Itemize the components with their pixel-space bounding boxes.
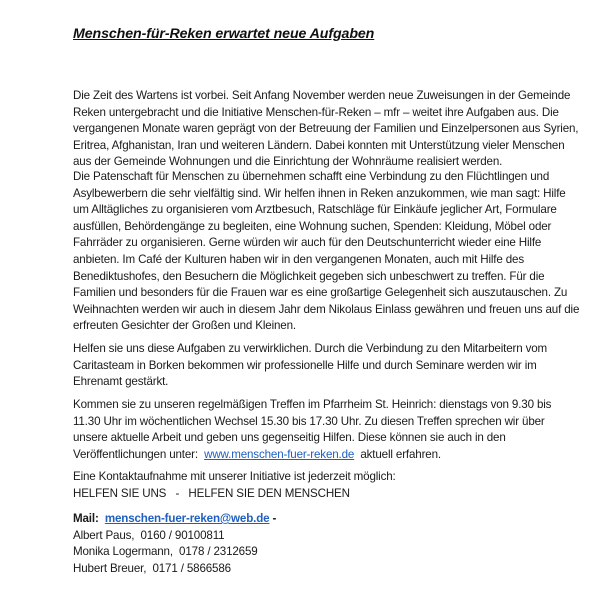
paragraph-intro [73, 88, 603, 171]
mail-line [73, 511, 603, 528]
text-line: Eritrea, Afghanistan, Iran und weiteren Ländern. Dabei konnten mit Unterstützung vieler Menschen [73, 138, 565, 152]
contact-person: Monika Logermann, 0178 / 2312659 [73, 545, 258, 559]
text-line: um Alltägliches zu organisieren vom Arztbesuch, Ratschläge für Einkäufe jeglicher Art, Formulare [73, 203, 557, 217]
contact-person: Albert Paus, 0160 / 90100811 [73, 528, 225, 542]
text-line: Caritasteam in Borken bekommen wir professionelle Hilfe und durch Seminare werden wir im [73, 358, 537, 372]
mail-link[interactable]: menschen-fuer-reken@web.de [104, 512, 270, 525]
text-line: Reken untergebracht und die Initiative Menschen-für-Reken – mfr – weitet ihre Aufgaben aus. Die [73, 105, 559, 119]
website-link[interactable]: www.menschen-fuer-reken.de [204, 447, 355, 461]
text-line: Eine Kontaktaufnahme mit unserer Initiative ist jederzeit möglich: [73, 470, 396, 483]
text-line: 11.30 Uhr im wöchentlichen Wechsel 15.30 bis 17.30 Uhr. Zu diesen Treffen sprechen wir über [73, 414, 545, 428]
mail-suffix: - [269, 512, 277, 525]
text-line: anbieten. Im Café der Kulturen haben wir in den vergangenen Monaten, auch mit Hilfe des [73, 252, 524, 266]
text-line: unsere aktuelle Arbeit und geben uns gegenseitig Hilfen. Diese können sie auch in den [73, 431, 506, 445]
text-line: Weihnachten werden wir auch in diesem Jahr dem Nikolaus Einlass gewähren und freuen uns auf die [73, 302, 580, 316]
slogan-line: HELFEN SIE UNS - HELFEN SIE DEN MENSCHEN [73, 486, 350, 500]
text-line: Ehrenamt gestärkt. [73, 375, 169, 389]
text-line: erfreuten Gesichter der Großen und Kleinen. [73, 319, 296, 333]
text-line-with-link [73, 447, 603, 464]
text-line: Kommen sie zu unseren regelmäßigen Treffen im Pfarrheim St. Heinrich: dienstags von 9.30 bis [73, 398, 552, 411]
text-line: Asylbewerbern die sehr vielfältig sind. Wir helfen ihnen in Reken anzukommen, wie man sagt: Hilfe [73, 186, 566, 200]
paragraph-helfen [73, 341, 603, 391]
text-line: Die Patenschaft für Menschen zu übernehmen schafft eine Verbindung zu den Flüchtlingen und [73, 170, 550, 183]
paragraph-patenschaft [73, 169, 603, 335]
text-line: Benediktushofes, den Besuchern die Möglichkeit gegeben sich unbeschwert zu treffen. Für die [73, 269, 545, 283]
text-line: aus der Gemeinde Wohnungen und die Einrichtung der Wohnräume realisiert werden. [73, 155, 503, 169]
text-line: Die Zeit des Wartens ist vorbei. Seit Anfang November werden neue Zuweisungen in der Gemeinde [73, 89, 571, 102]
text-line: vergangenen Monate waren geprägt von der Betreuung der Familien und Einzelpersonen aus Syrien, [73, 122, 579, 136]
text-line: ausfüllen, Behördengänge zu begleiten, eine Wohnung suchen, Spenden: Kleidung, Möbel oder [73, 219, 552, 233]
contact-person: Hubert Breuer, 0171 / 5866586 [73, 561, 231, 575]
link-suffix: aktuell erfahren. [354, 447, 441, 461]
mail-label: Mail: [73, 512, 99, 525]
text-line: Familien und besonders für die Frauen war es eine großartige Gelegenheit sich auszutauschen. Zu [73, 286, 568, 300]
text-line: Helfen sie uns diese Aufgaben zu verwirklichen. Durch die Verbindung zu den Mitarbeitern vom [73, 342, 548, 355]
link-prefix: Veröffentlichungen unter: [73, 447, 205, 461]
paragraph-kontakt [73, 469, 603, 502]
document-title: Menschen-für-Reken erwartet neue Aufgaben [73, 26, 375, 42]
paragraph-treffen [73, 397, 603, 463]
text-line: Fahrräder zu organisieren. Gerne würden wir auch für den Deutschunterricht wieder eine Hilfe [73, 236, 542, 250]
contact-block [73, 511, 603, 577]
